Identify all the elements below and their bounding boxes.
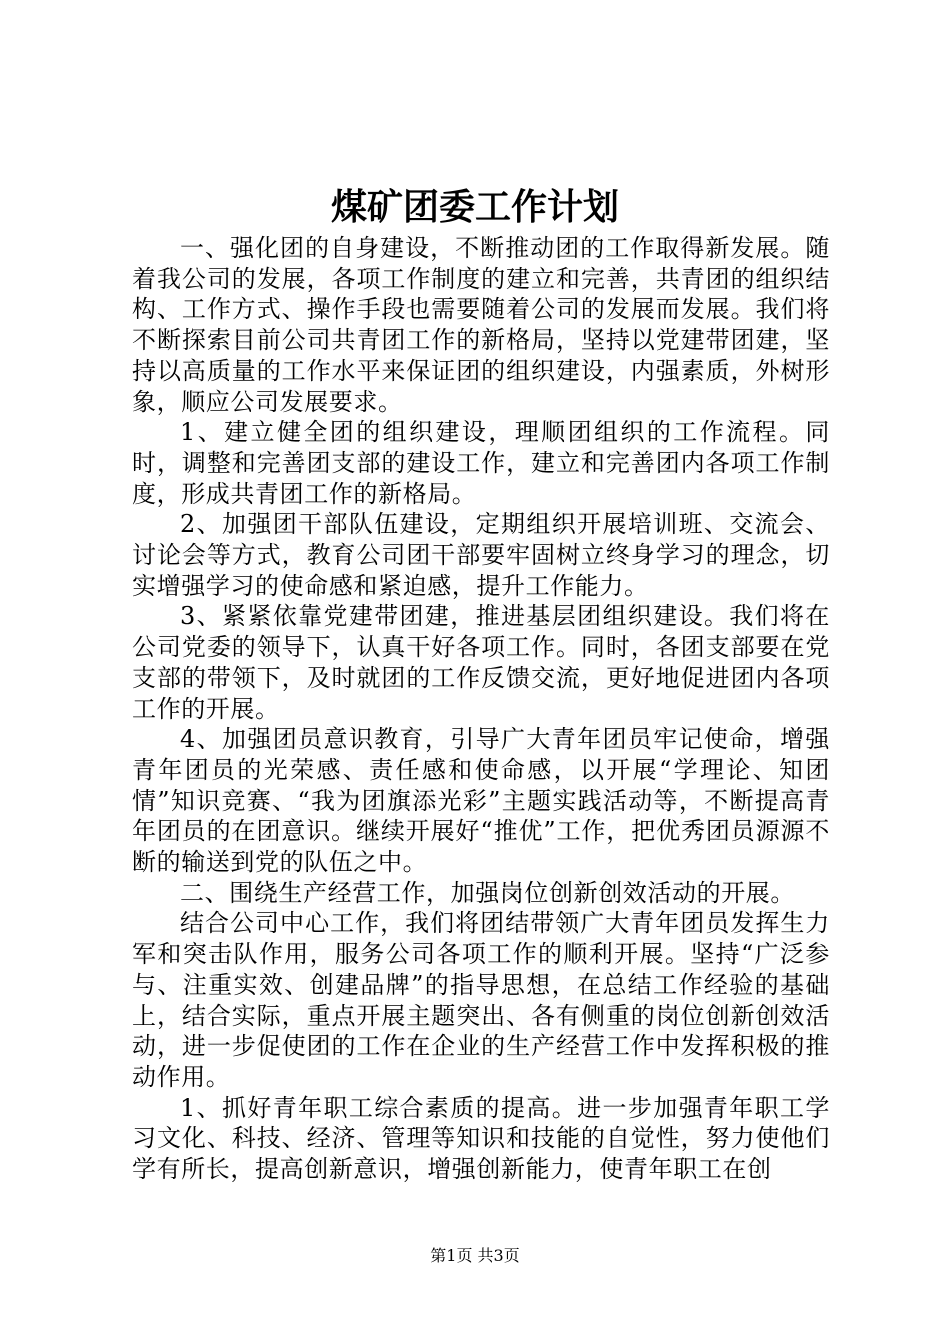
paragraph-item-2: 2、加强团干部队伍建设，定期组织开展培训班、交流会、讨论会等方式，教育公司团干部要牢固树立终身学习的理念，切实增强学习的使命感和紧迫感，提升工作能力。 bbox=[132, 510, 830, 600]
paragraph-item-4: 4、加强团员意识教育，引导广大青年团员牢记使命，增强青年团员的光荣感、责任感和使命感，以开展“学理论、知团情”知识竞赛、“我为团旗添光彩”主题实践活动等，不断提高青年团员的在团意识。继续开展好“推优”工作，把优秀团员源源不断的输送到党的队伍之中。 bbox=[132, 725, 830, 877]
paragraph-section-two: 二、围绕生产经营工作，加强岗位创新创效活动的开展。 bbox=[180, 878, 795, 907]
paragraph-section-two-body: 结合公司中心工作，我们将团结带领广大青年团员发挥生力军和突击队作用，服务公司各项工作的顺利开展。坚持“广泛参与、注重实效、创建品牌”的指导思想，在总结工作经验的基础上，结合实际，重点开展主题突出、各有侧重的岗位创新创效活动，进一步促使团的工作在企业的生产经营工作中发挥积极的推动作用。 bbox=[132, 909, 830, 1091]
paragraph-item-3: 3、紧紧依靠党建带团建，推进基层团组织建设。我们将在公司党委的领导下，认真干好各项工作。同时，各团支部要在党支部的带领下，及时就团的工作反馈交流，更好地促进团内各项工作的开展。 bbox=[132, 602, 830, 723]
paragraph-section-two-item-1: 1、抓好青年职工综合素质的提高。进一步加强青年职工学习文化、科技、经济、管理等知识和技能的自觉性，努力使他们学有所长，提高创新意识，增强创新能力，使青年职工在创 bbox=[132, 1093, 830, 1184]
page-footer: 第1页 共3页 bbox=[430, 1246, 520, 1265]
document-body bbox=[132, 233, 830, 1185]
paragraph-item-1: 1、建立健全团的组织建设，理顺团组织的工作流程。同时，调整和完善团支部的建设工作，建立和完善团内各项工作制度，形成共青团工作的新格局。 bbox=[132, 418, 830, 508]
document-title: 煤矿团委工作计划 bbox=[330, 186, 619, 228]
paragraph-section-one: 一、强化团的自身建设，不断推动团的工作取得新发展。随着我公司的发展，各项工作制度的建立和完善，共青团的组织结构、工作方式、操作手段也需要随着公司的发展而发展。我们将不断探索目前公司共青团工作的新格局，坚持以党建带团建，坚持以高质量的工作水平来保证团的组织建设，内强素质，外树形象，顺应公司发展要求。 bbox=[132, 234, 830, 416]
